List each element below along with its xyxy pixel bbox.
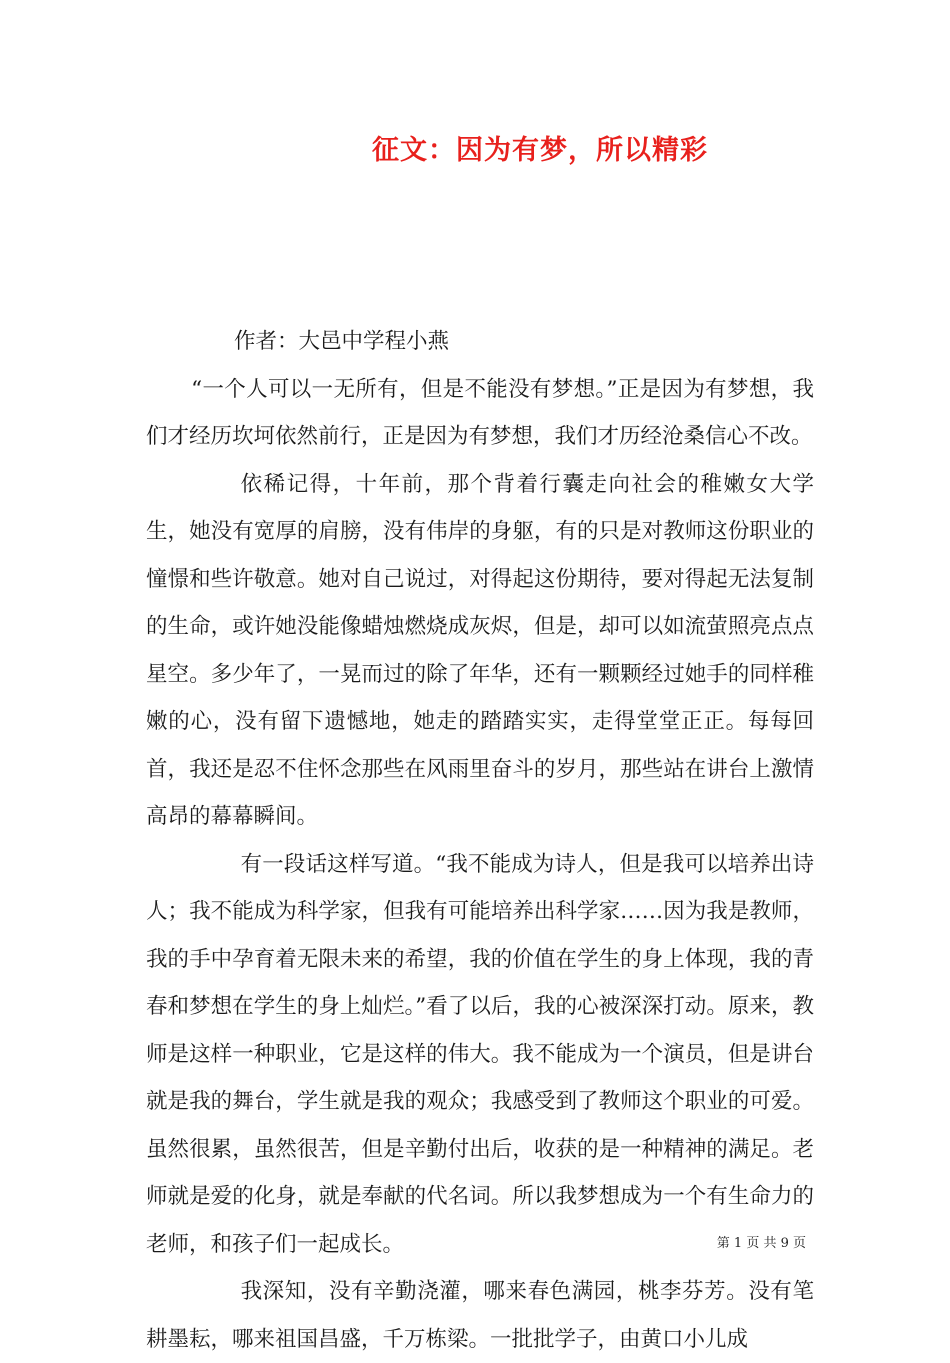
paragraph-1: “一个人可以一无所有，但是不能没有梦想。”正是因为有梦想，我们才经历坎坷依然前行，正是因为有梦想，我们才历经沧桑信心不改。 (146, 376, 814, 449)
paragraph-2: 依稀记得，十年前，那个背着行囊走向社会的稚嫩女大学生，她没有宽厚的肩膀，没有伟岸的身躯，有的只是对教师这份职业的憧憬和些许敬意。她对自己说过，对得起这份期待，要对得起无法复制的生命，或许她没能像蜡烛燃烧成灰烬，但是，却可以如流萤照亮点点星空。多少年了，一晃而过的除了年华，还有一颗颗经过她手的同样稚嫩的心，没有留下遗憾地，她走的踏踏实实，走得堂堂正正。每每回首，我还是忍不住怀念那些在风雨里奋斗的岁月，那些站在讲台上激情高昂的幕幕瞬间。 (146, 471, 814, 829)
paragraph-4: 我深知，没有辛勤浇灌，哪来春色满园，桃李芬芳。没有笔耕墨耘，哪来祖国昌盛，千万栋梁。一批批学子，由黄口小儿成 (146, 1279, 814, 1352)
document-title: 征文：因为有梦，所以精彩 (372, 135, 708, 166)
author-line: 作者：大邑中学程小燕 (234, 329, 450, 354)
page-number-footer: 第 1 页 共 9 页 (716, 1236, 806, 1251)
paragraph-3: 有一段话这样写道。“我不能成为诗人，但是我可以培养出诗人；我不能成为科学家，但我有可能培养出科学家……因为我是教师，我的手中孕育着无限未来的希望，我的价值在学生的身上体现，我的青春和梦想在学生的身上灿烂。”看了以后，我的心被深深打动。原来，教师是这样一种职业，它是这样的伟大。我不能成为一个演员，但是讲台就是我的舞台，学生就是我的观众；我感受到了教师这个职业的可爱。虽然很累，虽然很苦，但是辛勤付出后，收获的是一种精神的满足。老师就是爱的化身，就是奉献的代名词。所以我梦想成为一个有生命力的老师，和孩子们一起成长。 (146, 851, 814, 1257)
document-body (146, 318, 814, 1363)
